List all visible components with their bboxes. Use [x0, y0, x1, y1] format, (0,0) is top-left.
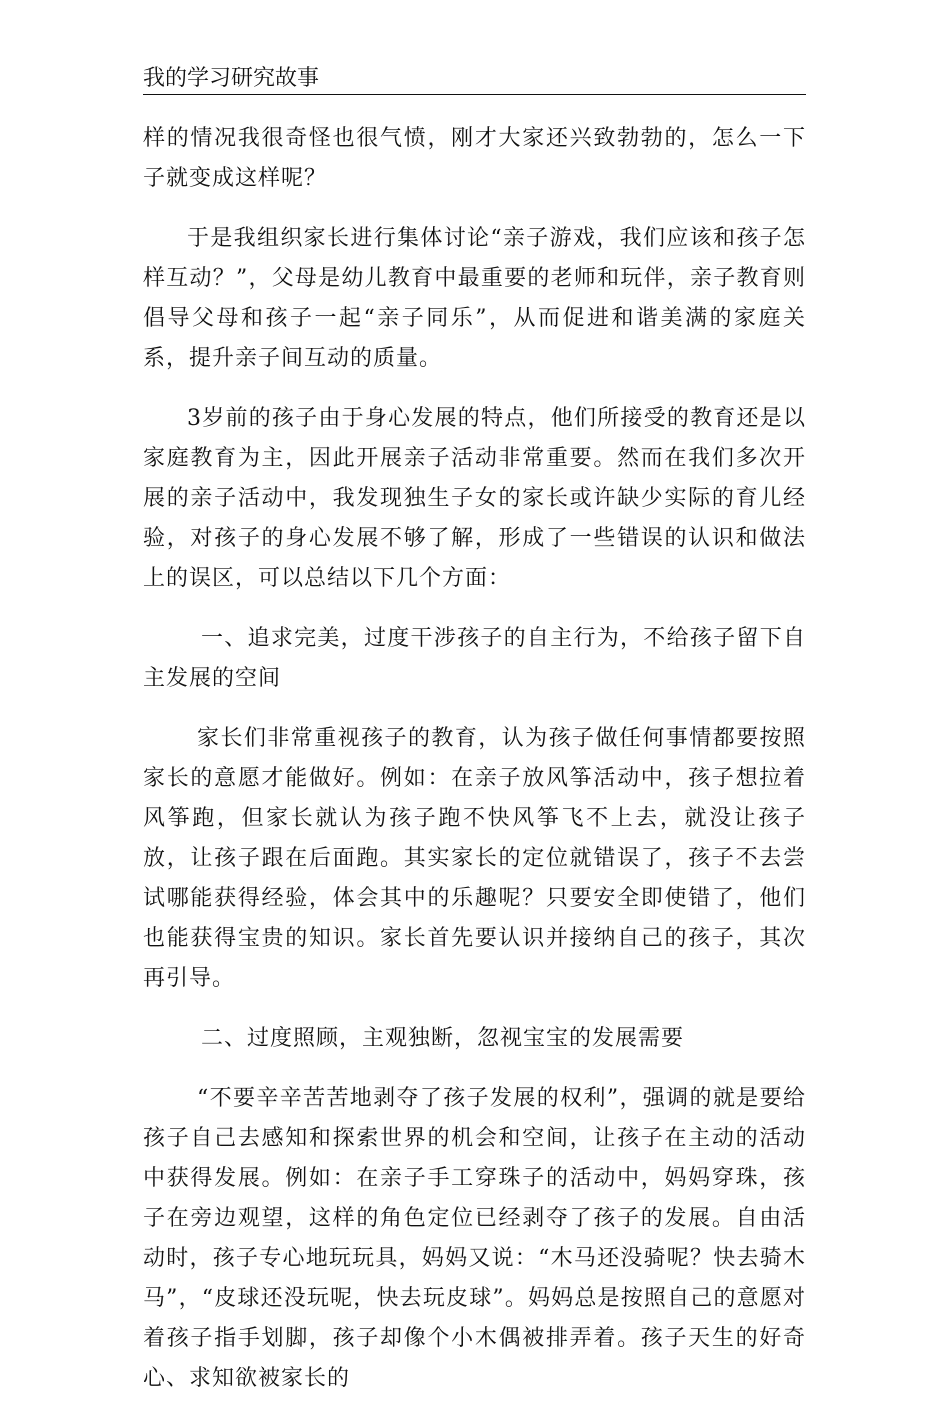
section-heading-2: 二、过度照顾，主观独断，忽视宝宝的发展需要 [201, 1026, 685, 1051]
paragraph-background: 3岁前的孩子由于身心发展的特点，他们所接受的教育还是以家庭教育为主，因此开展亲子活动非常重要。然而在我们多次开展的亲子活动中，我发现独生子女的家长或许缺少实际的育儿经验，对孩子的身心发展不够了解，形成了一些错误的认识和做法上的误区，可以总结以下几个方面： [143, 406, 806, 591]
header-title: 我的学习研究故事 [143, 66, 320, 91]
header-divider [143, 94, 806, 95]
paragraph-discussion: 于是我组织家长进行集体讨论“亲子游戏，我们应该和孩子怎样互动？”，父母是幼儿教育中最重要的老师和玩伴，亲子教育则倡导父母和孩子一起“亲子同乐”，从而促进和谐美满的家庭关系，提升亲子间互动的质量。 [143, 226, 806, 371]
page-header [143, 64, 806, 94]
paragraph-section-1: 家长们非常重视孩子的教育，认为孩子做任何事情都要按照家长的意愿才能做好。例如：在亲子放风筝活动中，孩子想拉着风筝跑，但家长就认为孩子跑不快风筝飞不上去，就没让孩子放，让孩子跟在后面跑。其实家长的定位就错误了，孩子不去尝试哪能获得经验，体会其中的乐趣呢？只要安全即使错了，他们也能获得宝贵的知识。家长首先要认识并接纳自己的孩子，其次再引导。 [143, 726, 806, 991]
document-body [143, 119, 806, 1419]
section-heading-1: 一、追求完美，过度干涉孩子的自主行为，不给孩子留下自主发展的空间 [143, 626, 806, 691]
paragraph-section-2: “不要辛辛苦苦地剥夺了孩子发展的权利”，强调的就是要给孩子自己去感知和探索世界的机会和空间，让孩子在主动的活动中获得发展。例如：在亲子手工穿珠子的活动中，妈妈穿珠，孩子在旁边观望，这样的角色定位已经剥夺了孩子的发展。自由活动时，孩子专心地玩玩具，妈妈又说：“木马还没骑呢？快去骑木马”，“皮球还没玩呢，快去玩皮球”。妈妈总是按照自己的意愿对着孩子指手划脚，孩子却像个小木偶被排弄着。孩子天生的好奇心、求知欲被家长的 [143, 1086, 806, 1391]
paragraph-continuation: 样的情况我很奇怪也很气愤，刚才大家还兴致勃勃的，怎么一下子就变成这样呢？ [143, 126, 806, 191]
